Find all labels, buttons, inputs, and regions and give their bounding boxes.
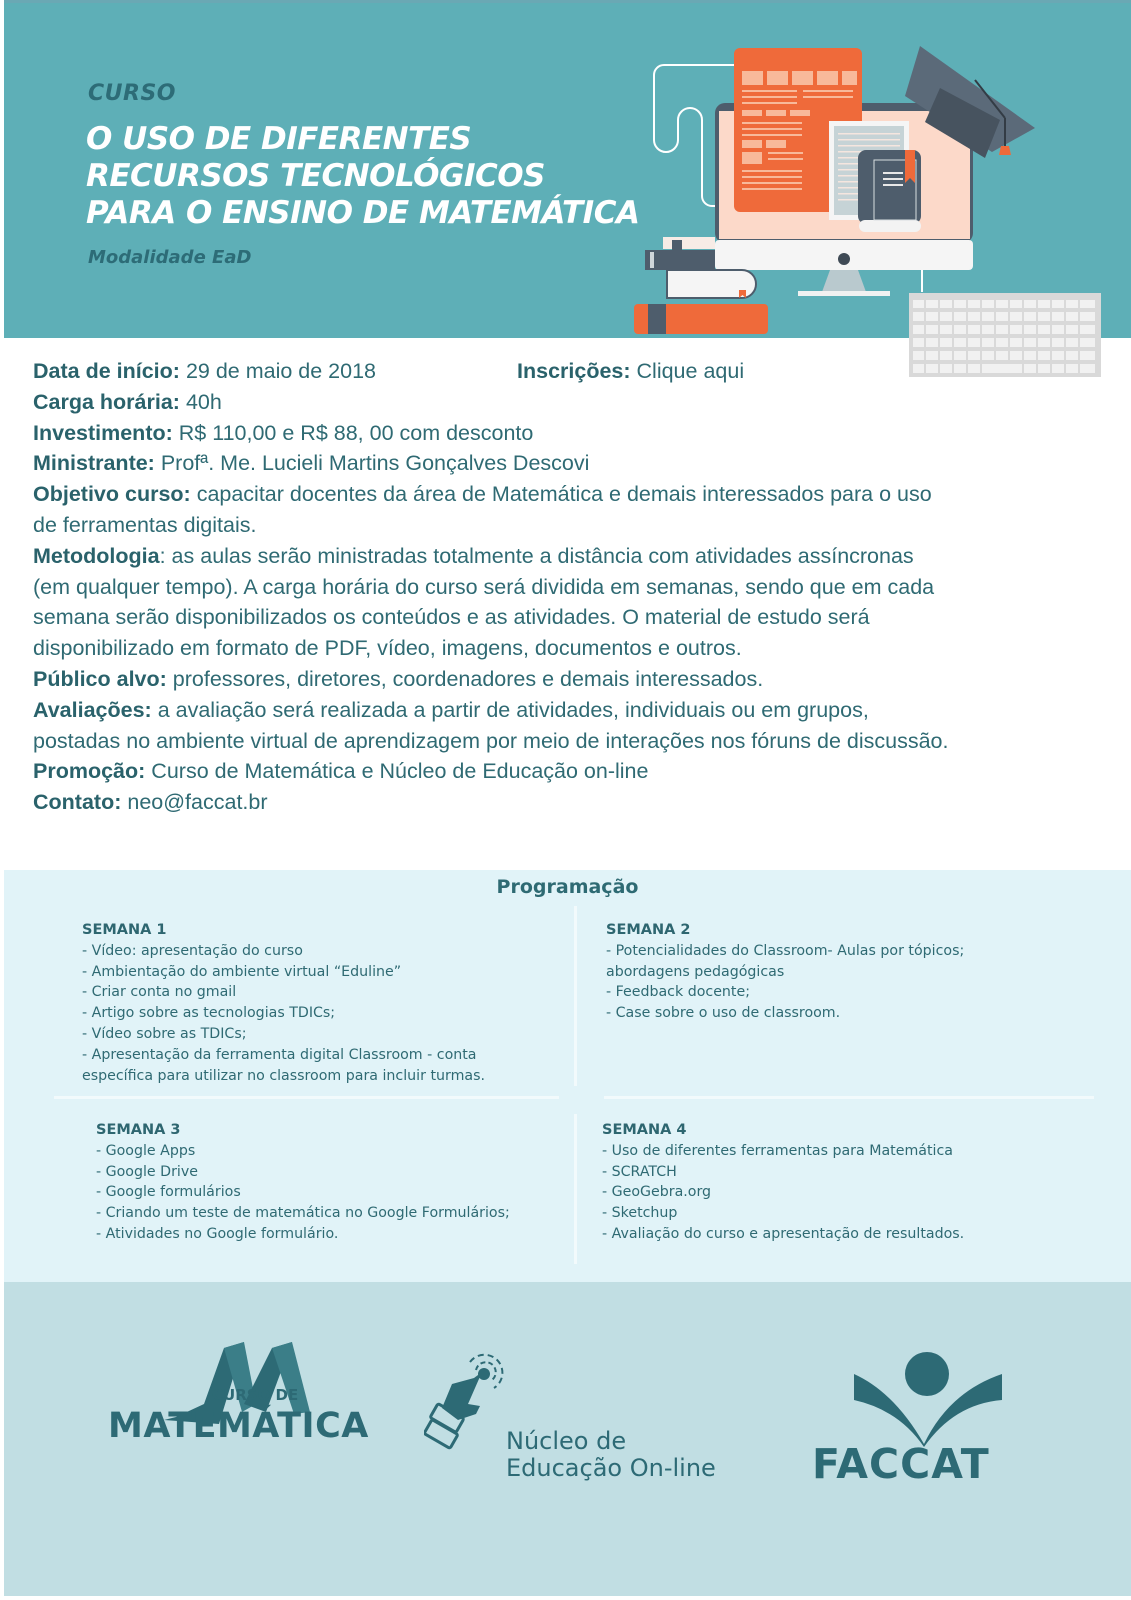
faccat-logo-text: FACCAT bbox=[812, 1440, 990, 1488]
objective-label: Objetivo curso: bbox=[33, 482, 191, 507]
week-item: abordagens pedagógicas bbox=[606, 963, 785, 980]
start-date-value: 29 de maio de 2018 bbox=[185, 359, 377, 383]
week-item: - Google Drive bbox=[96, 1163, 198, 1180]
audience-label: Público alvo: bbox=[33, 666, 167, 691]
course-info bbox=[33, 356, 1123, 818]
contact-email-link[interactable]: neo@faccat.br bbox=[127, 790, 268, 815]
evaluations-row bbox=[33, 695, 1123, 726]
course-title-line: O USO DE DIFERENTES bbox=[86, 121, 472, 157]
divider bbox=[574, 1114, 577, 1264]
promotion-row bbox=[33, 756, 1123, 787]
objective-row bbox=[33, 479, 1123, 510]
course-modality: Modalidade EaD bbox=[88, 247, 252, 268]
person-v-icon bbox=[854, 1352, 1004, 1452]
start-date-row bbox=[33, 356, 1123, 387]
methodology-text: : as aulas serão ministradas totalmente a distância com atividades assíncronas bbox=[159, 543, 914, 568]
week-item: - Apresentação da ferramenta digital Classroom - conta bbox=[82, 1046, 477, 1063]
neo-logo-line: Educação On-line bbox=[506, 1454, 716, 1482]
week-item: - Potencialidades do Classroom- Aulas por tópicos; bbox=[606, 942, 965, 959]
week-title: SEMANA 2 bbox=[606, 922, 691, 938]
matematica-logo-main: MATEMÁTICA bbox=[108, 1406, 369, 1446]
program-section bbox=[4, 870, 1131, 1282]
week-item: - Vídeo: apresentação do curso bbox=[82, 942, 303, 959]
start-date-label: Data de início: bbox=[33, 359, 180, 383]
methodology-text-cont: disponibilizado em formato de PDF, vídeo, imagens, documentos e outros. bbox=[33, 636, 742, 661]
objective-text-cont: de ferramentas digitais. bbox=[33, 512, 257, 537]
methodology-text-cont: (em qualquer tempo). A carga horária do curso será dividida em semanas, sendo que em cada bbox=[33, 574, 935, 599]
week-2 bbox=[606, 920, 964, 1024]
week-title: SEMANA 3 bbox=[96, 1122, 181, 1138]
divider bbox=[54, 1096, 559, 1099]
week-item: - Vídeo sobre as TDICs; bbox=[82, 1025, 247, 1042]
week-4 bbox=[602, 1120, 964, 1245]
week-item: - Criar conta no gmail bbox=[82, 984, 237, 1001]
week-item: - Feedback docente; bbox=[606, 984, 750, 1001]
evaluations-text-cont: postadas no ambiente virtual de aprendizagem por meio de interações nos fóruns de discussão. bbox=[33, 728, 949, 753]
week-item: - Case sobre o uso de classroom. bbox=[606, 1005, 841, 1022]
week-item: - Atividades no Google formulário. bbox=[96, 1225, 339, 1242]
program-title: Programação bbox=[496, 876, 639, 898]
divider bbox=[604, 1096, 1094, 1099]
contact-label: Contato: bbox=[33, 790, 122, 815]
week-item: - Sketchup bbox=[602, 1205, 678, 1222]
week-3 bbox=[96, 1120, 510, 1245]
promotion-label: Promoção: bbox=[33, 759, 146, 784]
instructor-value: Profª. Me. Lucieli Martins Gonçalves Descovi bbox=[160, 451, 590, 476]
week-item: específica para utilizar no classroom para incluir turmas. bbox=[82, 1067, 485, 1084]
week-item: - Avaliação do curso e apresentação de resultados. bbox=[602, 1225, 965, 1242]
course-title-line: PARA O ENSINO DE MATEMÁTICA bbox=[86, 195, 640, 231]
contact-row bbox=[33, 787, 1123, 818]
audience-value: professores, diretores, coordenadores e demais interessados. bbox=[172, 666, 764, 691]
week-item: - SCRATCH bbox=[602, 1163, 677, 1180]
divider bbox=[574, 906, 577, 1086]
week-item: - Google Apps bbox=[96, 1142, 196, 1159]
week-item: - Ambientação do ambiente virtual “Eduline” bbox=[82, 963, 402, 980]
workload-row bbox=[33, 387, 1123, 418]
workload-value: 40h bbox=[185, 389, 222, 414]
week-item: - GeoGebra.org bbox=[602, 1184, 712, 1201]
instructor-label: Ministrante: bbox=[33, 451, 155, 476]
footer-logos bbox=[4, 1282, 1131, 1600]
registration-label: Inscrições: bbox=[517, 359, 631, 383]
objective-text: capacitar docentes da área de Matemática e demais interessados para o uso bbox=[196, 482, 932, 507]
evaluations-label: Avaliações: bbox=[33, 697, 152, 722]
computer-illustration-icon bbox=[620, 30, 1131, 380]
neo-logo-text bbox=[506, 1428, 716, 1482]
methodology-label: Metodologia bbox=[33, 543, 160, 568]
week-title: SEMANA 1 bbox=[82, 922, 167, 938]
week-item: - Uso de diferentes ferramentas para Matemática bbox=[602, 1142, 953, 1159]
matematica-logo-sub: CURSO DE bbox=[212, 1386, 299, 1404]
methodology-row bbox=[33, 541, 1123, 572]
methodology-text-cont: semana serão disponibilizados os conteúdos e as atividades. O material de estudo será bbox=[33, 605, 870, 630]
evaluations-text: a avaliação será realizada a partir de atividades, individuais ou em grupos, bbox=[157, 697, 869, 722]
week-item: - Artigo sobre as tecnologias TDICs; bbox=[82, 1005, 336, 1022]
course-title bbox=[86, 121, 639, 232]
course-kicker: CURSO bbox=[88, 81, 176, 106]
week-item: - Google formulários bbox=[96, 1184, 241, 1201]
workload-label: Carga horária: bbox=[33, 389, 180, 414]
course-title-line: RECURSOS TECNOLÓGICOS bbox=[86, 158, 545, 194]
audience-row bbox=[33, 664, 1123, 695]
instructor-row bbox=[33, 448, 1123, 479]
neo-logo-line: Núcleo de bbox=[506, 1427, 627, 1455]
promotion-value: Curso de Matemática e Núcleo de Educação on-line bbox=[151, 759, 649, 784]
investment-label: Investimento: bbox=[33, 420, 173, 445]
registration-link[interactable]: Clique aqui bbox=[636, 359, 745, 383]
week-title: SEMANA 4 bbox=[602, 1122, 687, 1138]
week-1 bbox=[82, 920, 485, 1086]
week-item: - Criando um teste de matemática no Google Formulários; bbox=[96, 1205, 510, 1222]
investment-value: R$ 110,00 e R$ 88, 00 com desconto bbox=[178, 420, 534, 445]
investment-row bbox=[33, 418, 1123, 449]
